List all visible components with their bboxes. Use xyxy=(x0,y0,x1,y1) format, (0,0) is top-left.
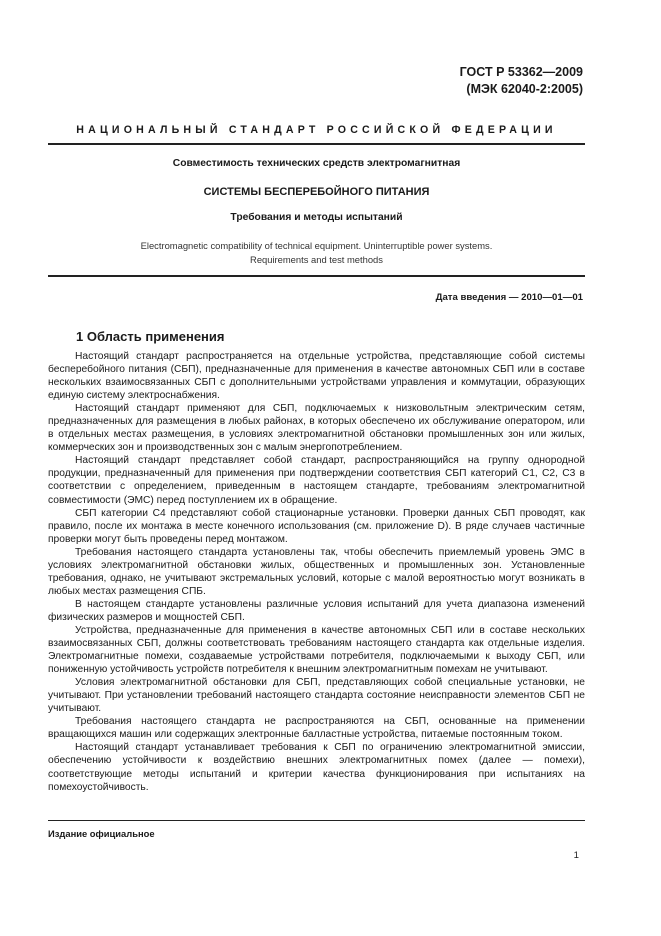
section-heading: 1 Область применения xyxy=(76,329,225,344)
std-number: ГОСТ Р 53362—2009 xyxy=(459,65,583,79)
edition-note: Издание официальное xyxy=(48,828,155,839)
national-standard-title: НАЦИОНАЛЬНЫЙ СТАНДАРТ РОССИЙСКОЙ ФЕДЕРАЦИИ xyxy=(76,124,557,136)
paragraph: Устройства, предназначенные для применения в качестве автономных СБП или в составе нескольких взаимосвязанных СБП, должны соответствовать требованиям настоящего стандарта как отдельные изделия. Электромагнитные помехи, создаваемые устройствами потребителя, подключаемыми к выходу СБП, или пониженную устойчивость устройств потребителя к внешним электромагнитным помехам не учитывают. xyxy=(48,624,585,676)
paragraph: Настоящий стандарт распространяется на отдельные устройства, представляющие собой системы бесперебойного питания (СБП), предназначенные для применения в качестве автономных СБП или в составе нескольких взаимосвязанных СБП с дополнительными устройствами управления и коммутации, образующих единую систему электроснабжения. xyxy=(48,351,585,402)
iec-number: (МЭК 62040-2:2005) xyxy=(466,82,583,96)
section-body xyxy=(48,350,585,794)
paragraph: Условия электромагнитной обстановки для СБП, представляющих собой специальные установки, не учитывают. При установлении требований настоящего стандарта состояние неисправности элементов СБП не учитывают. xyxy=(48,677,585,715)
english-title-line-1: Electromagnetic compatibility of technical equipment. Uninterruptible power systems. xyxy=(140,240,493,251)
standard-designation xyxy=(460,64,583,98)
paragraph: СБП категории С4 представляют собой стационарные установки. Проверки данных СБП проводят, как правило, после их монтажа в месте конечного использования (см. приложение D). В ряде случаев частичные проверки могут быть проведены перед монтажом. xyxy=(48,507,585,545)
title-line-1: Совместимость технических средств электромагнитная xyxy=(172,158,461,169)
document-main-title: СИСТЕМЫ БЕСПЕРЕБОЙНОГО ПИТАНИЯ xyxy=(203,186,430,198)
paragraph: В настоящем стандарте установлены различные условия испытаний для учета диапазона изменений физических размеров и мощностей СБП. xyxy=(48,598,585,623)
introduction-date: Дата введения — 2010—01—01 xyxy=(435,292,583,303)
document-subtitle: Требования и методы испытаний xyxy=(230,212,403,223)
paragraph: Настоящий стандарт представляет собой стандарт, распространяющийся на группу однородной продукции, предназначенный для применения при подтверждении соответствия СБП категорий С1, С2, С3 в соответствии с определением, приведенным в настоящем стандарте, требованиям электромагнитной совместимости (ЭМС) перед поступлением их в обращение. xyxy=(48,455,585,506)
header-divider xyxy=(48,143,585,145)
paragraph: Настоящий стандарт применяют для СБП, подключаемых к низковольтным электрическим сетям, предназначенных для размещения в любых районах, в которых обеспечено их обслуживание оператором, или в отдельных местах размещения, в условиях электромагнитной обстановки промышленных зон или жилых, коммерческих зон и производственных зон с малым энергопотреблением. xyxy=(48,403,585,454)
title-divider xyxy=(48,275,585,277)
page-number: 1 xyxy=(573,850,579,861)
paragraph: Требования настоящего стандарта установлены так, чтобы обеспечить приемлемый уровень ЭМС в условиях электромагнитной обстановки жилых, общественных и промышленных зон. Установленные требования, однако, не учитывают экстремальных условий, которые с малой вероятностью могут возникать в любых местах размещения СПБ. xyxy=(48,546,585,597)
footer-divider xyxy=(48,820,585,821)
english-title-line-2: Requirements and test methods xyxy=(250,254,383,265)
paragraph: Требования настоящего стандарта не распространяются на СБП, основанные на применении вращающихся машин или содержащих электронные балластные устройства, питаемые постоянным током. xyxy=(48,716,585,741)
paragraph: Настоящий стандарт устанавливает требования к СБП по ограничению электромагнитной эмиссии, обеспечению устойчивости к воздействию внешних электромагнитных помех (далее — помехи), соответствующие методы испытаний и критерии качества функционирования при испытаниях на помехоустойчивость. xyxy=(48,742,585,793)
